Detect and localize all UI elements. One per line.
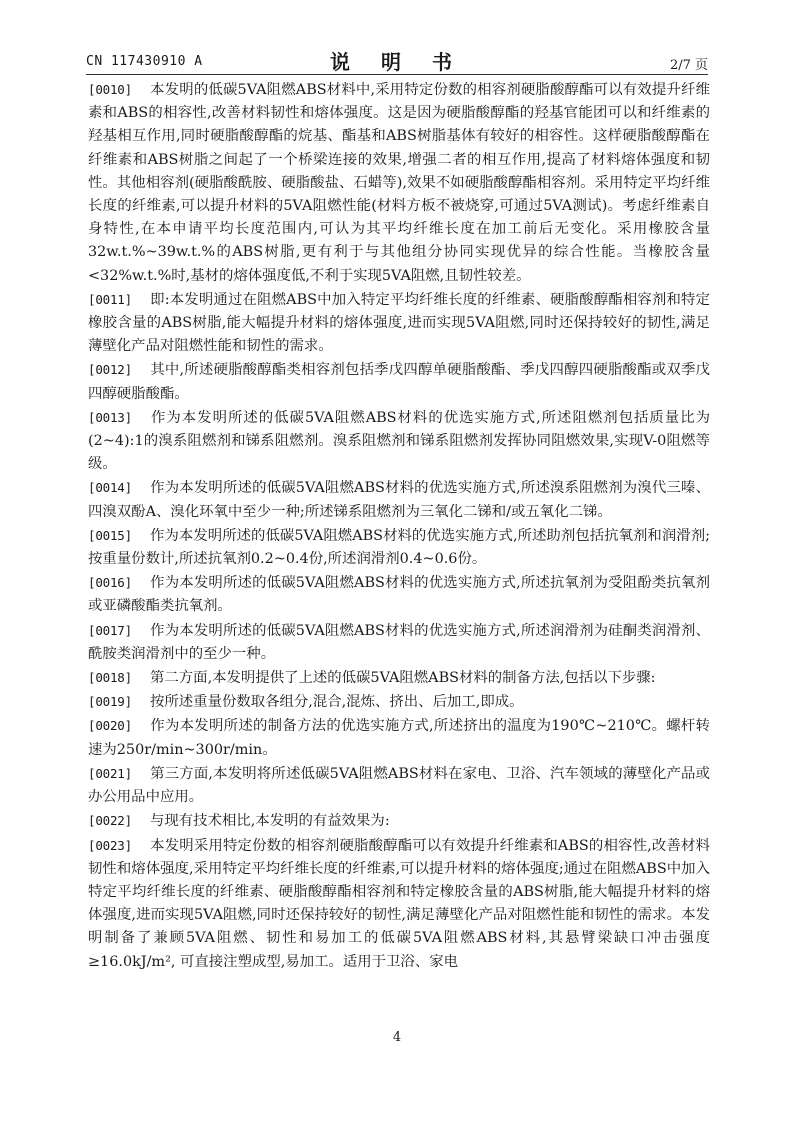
paragraph-number: [0023] xyxy=(88,837,132,853)
paragraph xyxy=(88,78,710,288)
paragraph-text: 作为本发明所述的低碳5VA阻燃ABS材料的优选实施方式,所述润滑剂为硅酮类润滑剂、酰胺类润滑剂中的至少一种。 xyxy=(88,622,710,662)
paragraph xyxy=(88,288,710,359)
paragraph-text: 与现有技术相比,本发明的有益效果为: xyxy=(150,813,390,830)
paragraph-text: 本发明的低碳5VA阻燃ABS材料中,采用特定份数的相容剂硬脂酸醇酯可以有效提升纤维素和ABS的相容性,改善材料韧性和熔体强度。这是因为硬脂酸醇酯的羟基官能团可以和纤维素的羟基相互作用,同时硬脂酸醇酯的烷基、酯基和ABS树脂基体有较好的相容性。这样硬脂酸醇酯在纤维素和ABS树脂之间起了一个桥梁连接的效果,增强二者的相互作用,提高了材料熔体强度和韧性。其他相容剂(硬脂酸酰胺、硬脂酸盐、石蜡等),效果不如硬脂酸醇酯相容剂。采用特定平均纤维长度的纤维素,可以提升材料的5VA阻燃性能(材料方板不被烧穿,可通过5VA测试)。考虑纤维素自身特性,在本申请平均长度范围内,可认为其平均纤维长度在加工前后无变化。采用橡胶含量32w.t.%~39w.t.%的ABS树脂,更有利于与其他组分协同实现优异的综合性能。当橡胶含量<32%w.t.%时,基材的熔体强度低,不利于实现5VA阻燃,且韧性较差。 xyxy=(88,82,710,284)
paragraph-number: [0019] xyxy=(88,694,132,710)
paragraph xyxy=(88,619,710,666)
paragraph-text: 作为本发明所述的低碳5VA阻燃ABS材料的优选实施方式,所述阻燃剂包括质量比为(2~4):1的溴系阻燃剂和锑系阻燃剂。溴系阻燃剂和锑系阻燃剂发挥协同阻燃效果,实现V-0阻燃等级。 xyxy=(88,409,710,473)
paragraph xyxy=(88,476,710,523)
document-number: CN 117430910 A xyxy=(86,54,203,69)
paragraph-number: [0014] xyxy=(88,480,132,496)
paragraph-text: 即:本发明通过在阻燃ABS中加入特定平均纤维长度的纤维素、硬脂酸醇酯相容剂和特定橡胶含量的ABS树脂,能大幅提升材料的熔体强度,进而实现5VA阻燃,同时还保持较好的韧性,满足薄壁化产品对阻燃性能和韧性的需求。 xyxy=(88,291,710,355)
paragraph-number: [0013] xyxy=(88,409,132,425)
paragraph xyxy=(88,762,710,809)
paragraph-number: [0021] xyxy=(88,765,132,781)
paragraph-number: [0017] xyxy=(88,622,132,638)
paragraph-text: 第二方面,本发明提供了上述的低碳5VA阻燃ABS材料的制备方法,包括以下步骤: xyxy=(150,670,656,687)
paragraph-text: 其中,所述硬脂酸醇酯类相容剂包括季戊四醇单硬脂酸酯、季戊四醇四硬脂酸酯或双季戊四醇硬脂酸酯。 xyxy=(88,362,710,402)
page-indicator: 2/7 页 xyxy=(669,58,708,73)
paragraph-number: [0011] xyxy=(88,291,132,307)
paragraph xyxy=(88,690,710,714)
page-number: 4 xyxy=(392,1030,402,1045)
paragraph xyxy=(88,834,710,974)
paragraph xyxy=(88,358,710,405)
paragraph-number: [0016] xyxy=(88,575,132,591)
paragraph-number: [0022] xyxy=(88,813,132,829)
paragraph-text: 作为本发明所述的低碳5VA阻燃ABS材料的优选实施方式,所述助剂包括抗氧剂和润滑剂;按重量份数计,所述抗氧剂0.2~0.4份,所述润滑剂0.4~0.6份。 xyxy=(88,527,710,568)
paragraph xyxy=(88,406,710,477)
paragraph xyxy=(88,571,710,618)
paragraph-text: 作为本发明所述的低碳5VA阻燃ABS材料的优选实施方式,所述抗氧剂为受阻酚类抗氧剂或亚磷酸酯类抗氧剂。 xyxy=(88,575,710,615)
header-divider xyxy=(86,74,708,75)
paragraph-text: 本发明采用特定份数的相容剂硬脂酸醇酯可以有效提升纤维素和ABS的相容性,改善材料韧性和熔体强度,采用特定平均纤维长度的纤维素,可以提升材料的熔体强度;通过在阻燃ABS中加入特定平均纤维长度的纤维素、硬脂酸醇酯相容剂和特定橡胶含量的ABS树脂,能大幅提升材料的熔体强度,进而实现5VA阻燃,同时还保持较好的韧性,满足薄壁化产品对阻燃性能和韧性的需求。本发明制备了兼顾5VA阻燃、韧性和易加工的低碳5VA阻燃ABS材料,其悬臂梁缺口冲击强度≥16.0kJ/m², 可直接注塑成型,易加工。适用于卫浴、家电 xyxy=(88,837,710,970)
paragraph xyxy=(88,524,710,571)
paragraph xyxy=(88,714,710,761)
paragraph-text: 作为本发明所述的低碳5VA阻燃ABS材料的优选实施方式,所述溴系阻燃剂为溴代三嗪、四溴双酚A、溴化环氧中至少一种;所述锑系阻燃剂为三氧化二锑和/或五氧化二锑。 xyxy=(88,480,710,520)
paragraph-number: [0015] xyxy=(88,527,132,543)
paragraph-number: [0020] xyxy=(88,718,132,734)
page-header xyxy=(86,44,708,74)
description-body xyxy=(88,78,710,974)
paragraph xyxy=(88,666,710,690)
paragraph-number: [0012] xyxy=(88,362,132,378)
paragraph-number: [0018] xyxy=(88,670,132,686)
paragraph xyxy=(88,809,710,833)
paragraph-number: [0010] xyxy=(88,82,132,97)
paragraph-text: 按所述重量份数取各组分,混合,混炼、挤出、后加工,即成。 xyxy=(150,694,524,711)
paragraph-text: 第三方面,本发明将所述低碳5VA阻燃ABS材料在家电、卫浴、汽车领域的薄壁化产品或办公用品中应用。 xyxy=(88,765,710,806)
page-title: 说 明 书 xyxy=(330,50,464,74)
paragraph-text: 作为本发明所述的制备方法的优选实施方式,所述挤出的温度为190℃~210℃。螺杆转速为250r/min~300r/min。 xyxy=(88,718,710,758)
